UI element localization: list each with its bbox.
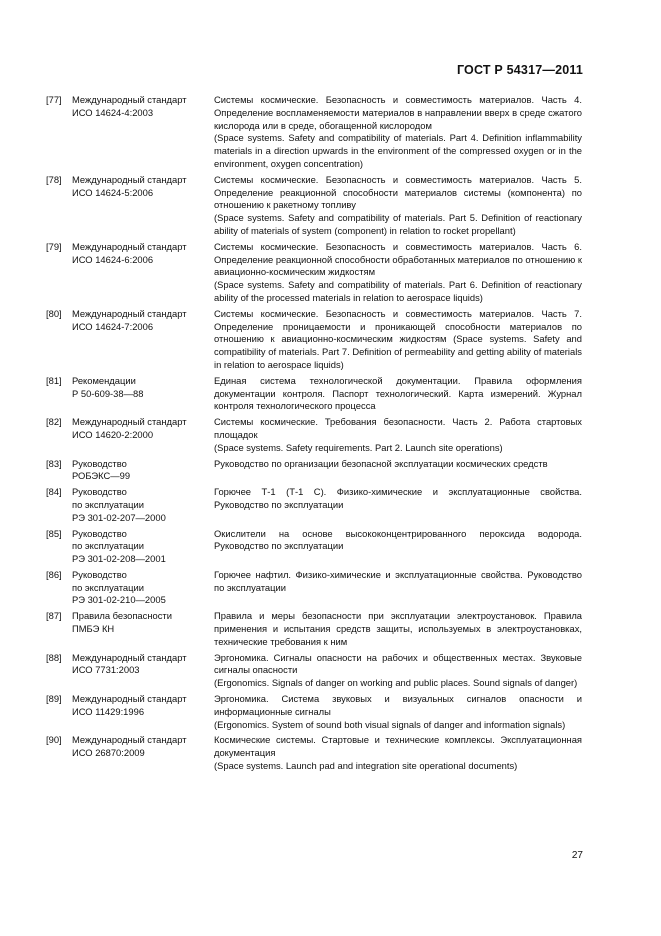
entry-number: [83] bbox=[46, 457, 62, 469]
entry-number: [78] bbox=[46, 173, 62, 185]
bibliography-entry bbox=[46, 610, 582, 648]
page-number: 27 bbox=[571, 850, 583, 861]
entry-title: Системы космические. Безопасность и совместимость материалов. Часть 6. Определение реакционной способности обработанных материалов по отношению к авиационно-космическим жидкостям (Space systems. Safety and compatibility of materials. Part 6. Definition of reactionary ability of the processed materials in relation to aerospace liquids) bbox=[214, 240, 582, 303]
bibliography-entry bbox=[46, 174, 582, 238]
entry-source: Международный стандарт ИСО 11429:1996 bbox=[72, 693, 187, 717]
entry-title: Единая система технологической документации. Правила оформления документации контроля. Паспорт технологический. Карта измерений. Журнал контроля технологического процесса bbox=[214, 374, 582, 412]
bibliography-entry bbox=[46, 458, 582, 484]
bibliography-entry bbox=[46, 375, 582, 413]
entry-number: [80] bbox=[46, 307, 62, 319]
bibliography-entry bbox=[46, 486, 582, 524]
entry-source: Международный стандарт ИСО 14624-5:2006 bbox=[72, 173, 187, 198]
entry-number: [82] bbox=[46, 416, 62, 428]
bibliography-entry bbox=[46, 241, 582, 305]
entry-source: Руководство по эксплуатации РЭ 301-02-208—2001 bbox=[72, 527, 166, 565]
bibliography-entry bbox=[46, 416, 582, 454]
entry-title: Эргономика. Сигналы опасности на рабочих и общественных местах. Звуковые сигналы опасности (Ergonomics. Signals of danger on working and public places. Sound signals of danger) bbox=[214, 651, 582, 689]
entry-title: Окислители на основе высококонцентрированного пероксида водорода. Руководство по эксплуатации bbox=[214, 527, 582, 552]
entry-title: Системы космические. Требования безопасности. Часть 2. Работа стартовых площадок (Space systems. Safety requirements. Part 2. Launch site operations) bbox=[214, 416, 582, 453]
entry-title: Системы космические. Безопасность и совместимость материалов. Часть 7. Определение проницаемости и проникающей способности материалов по отношению к авиационно-космическим жидкостям (Space systems. Safety and compatibility of materials. Part 7. Definition of permeability and getting ability of materials in relation to aerospace liquids) bbox=[214, 307, 582, 370]
entry-source: Руководство по эксплуатации РЭ 301-02-210—2005 bbox=[72, 568, 166, 606]
entry-title: Системы космические. Безопасность и совместимость материалов. Часть 4. Определение воспламеняемости материалов в направлении вверх в среде сжатого кислорода или в среде, обогащенной кислородом (Space systems. Safety and compatibility of materials. Part 4. Definition inflammability materials in a direction upwards in the environment of the compressed oxygen or in the environment, oxygen concentration) bbox=[214, 94, 582, 169]
bibliography-entry bbox=[46, 528, 582, 566]
document-code: ГОСТ Р 54317—2011 bbox=[456, 63, 583, 77]
entry-number: [88] bbox=[46, 651, 62, 663]
entry-source: Руководство по эксплуатации РЭ 301-02-207—2000 bbox=[72, 486, 166, 523]
bibliography-entry bbox=[46, 693, 582, 731]
entry-title: Руководство по организации безопасной эксплуатации космических средств bbox=[214, 457, 548, 469]
entry-number: [86] bbox=[46, 568, 62, 580]
entry-title: Горючее Т-1 (Т-1 С). Физико-химические и эксплуатационные свойства. Руководство по эксплуатации bbox=[214, 486, 582, 510]
entry-number: [87] bbox=[46, 610, 62, 622]
entry-title: Эргономика. Система звуковых и визуальных сигналов опасности и информационные сигналы (Ergonomics. System of sound both visual signals of danger and information signals) bbox=[214, 693, 582, 730]
entry-number: [90] bbox=[46, 734, 62, 746]
entry-number: [81] bbox=[46, 374, 62, 386]
entry-number: [84] bbox=[46, 486, 62, 498]
entry-title: Системы космические. Безопасность и совместимость материалов. Часть 5. Определение реакционной способности материалов системы (компонента) по отношению к ракетному топливу (Space systems. Safety and compatibility of materials. Part 5. Definition of reactionary ability of materials of system (component) in relation to rocket propellant) bbox=[214, 173, 582, 236]
entry-source: Правила безопасности ПМБЭ КН bbox=[72, 610, 172, 635]
entry-number: [77] bbox=[46, 94, 62, 105]
entry-title: Горючее нафтил. Физико-химические и эксплуатационные свойства. Руководство по эксплуатации bbox=[214, 568, 582, 593]
entry-number: [89] bbox=[46, 693, 62, 705]
entry-source: Рекомендации Р 50-609-38—88 bbox=[72, 374, 144, 399]
bibliography-entry bbox=[46, 734, 582, 772]
entry-number: [79] bbox=[46, 240, 62, 252]
entry-source: Международный стандарт ИСО 14624-4:2003 bbox=[72, 94, 187, 118]
bibliography-entry bbox=[46, 652, 582, 690]
entry-source: Международный стандарт ИСО 7731:2003 bbox=[72, 651, 187, 676]
bibliography-entry bbox=[46, 94, 582, 171]
entry-source: Международный стандарт ИСО 26870:2009 bbox=[72, 734, 187, 759]
entry-source: Руководство РОБЭКС—99 bbox=[72, 457, 131, 482]
bibliography-list bbox=[46, 94, 582, 776]
entry-title: Правила и меры безопасности при эксплуатации электроустановок. Правила применения и испытания средств защиты, используемых в электроустановках, технические требования к ним bbox=[214, 610, 582, 647]
entry-title: Космические системы. Стартовые и технические комплексы. Эксплуатационная документация (Space systems. Launch pad and integration site operational documents) bbox=[214, 734, 582, 772]
entry-source: Международный стандарт ИСО 14624-6:2006 bbox=[72, 240, 187, 265]
entry-source: Международный стандарт ИСО 14624-7:2006 bbox=[72, 307, 187, 332]
entry-number: [85] bbox=[46, 527, 62, 539]
bibliography-entry bbox=[46, 569, 582, 607]
bibliography-entry bbox=[46, 308, 582, 372]
entry-source: Международный стандарт ИСО 14620-2:2000 bbox=[72, 416, 187, 440]
